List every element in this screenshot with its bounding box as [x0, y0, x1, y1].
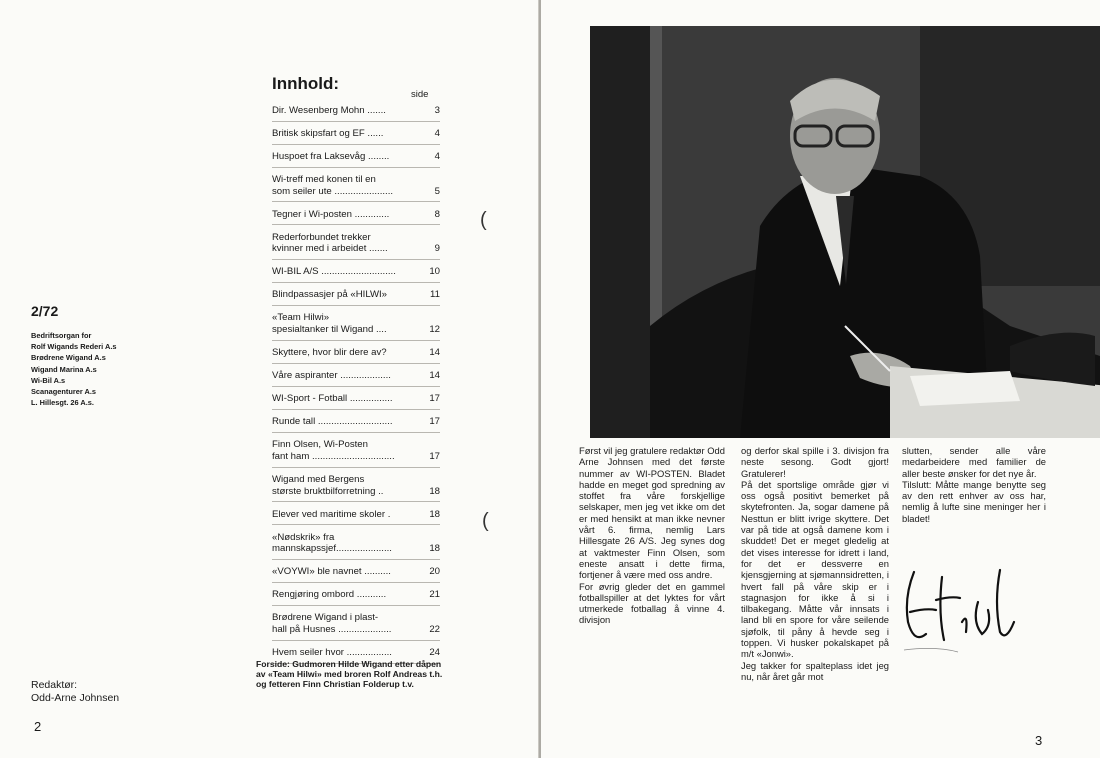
paragraph: Først vil jeg gratulere redaktør Odd Arne Johnsen med det første nummer av WI-POSTEN. Bladet hadde en meget god spredning av stoffet fra våre forskjellige selskaper, men jeg vet ikke om det er med hensikt at man ikke nevner vårt 6. firma, nemlig Lars Hillesgate 26 A/S. Jeg synes dog at vaktmester Finn Olsen, som eneste ansatt i dette firma, fortjener å være med oss andre.: [579, 445, 725, 581]
toc-entry-page: 10: [429, 266, 440, 278]
toc-entry-title: WI-Sport - Fotball ................: [272, 393, 393, 405]
page-number-right: 3: [1035, 733, 1043, 748]
toc-entry-title: Blindpassasjer på «HILWI»: [272, 289, 388, 301]
toc-entry-title: Huspoet fra Laksevåg ........: [272, 151, 390, 162]
toc-entry-title: Hvem seiler hvor .................: [272, 646, 392, 658]
toc-entry-page: 17: [429, 450, 440, 462]
org-line: L. Hillesgt. 26 A.s.: [31, 398, 94, 408]
toc-entry: [272, 611, 440, 640]
issue-number: 2/72: [31, 303, 59, 319]
paragraph: Jeg takker for spalteplass idet jeg nu, når året går mot: [741, 659, 889, 682]
page-number-left: 2: [34, 719, 42, 734]
toc-entry: [272, 127, 440, 145]
letter-column-2: [741, 445, 889, 682]
toc-entry-page: 11: [430, 289, 440, 301]
letter-column-3: [902, 445, 1046, 524]
editor-name: Odd-Arne Johnsen: [31, 691, 120, 704]
paragraph: slutten, sender alle våre medarbeidere med familier de aller beste ønsker for det nye år.: [902, 445, 1046, 479]
portrait-photo: [590, 26, 1100, 438]
toc-entry: [272, 415, 440, 433]
toc-entry-page: 5: [434, 185, 440, 197]
toc-entry-title: Elever ved maritime skoler .: [272, 508, 391, 520]
org-line: Bedriftsorgan for: [31, 331, 92, 340]
toc-entry-page: 17: [429, 393, 440, 405]
cover-caption: Forside: Gudmoren Hilde Wigand etter dåpen av «Team Hilwi» med broren Rolf Andreas t.h. og fetteren Finn Christian Folderup t.v.: [256, 659, 443, 690]
toc-entry: [272, 473, 440, 502]
toc-entry: [272, 588, 440, 606]
toc-entry-page: 20: [429, 566, 440, 578]
toc-entry-page: 12: [429, 324, 440, 336]
toc-entry-page: 18: [429, 543, 440, 555]
toc-entry: [272, 565, 440, 583]
toc-title: Innhold:: [272, 74, 340, 93]
punch-hole-mark: (: [482, 510, 489, 532]
toc-entry-page: 4: [434, 151, 440, 162]
toc-entry: [272, 531, 440, 560]
toc-entry-title: Tegner i Wi-posten .............: [272, 208, 390, 220]
toc-entry-title: «VOYWI» ble navnet ..........: [272, 566, 391, 578]
punch-hole-mark: (: [480, 209, 487, 231]
toc-entry: [272, 231, 440, 260]
toc-entry: [272, 311, 440, 340]
toc-entry-title: Dir. Wesenberg Mohn .......: [272, 105, 386, 116]
paragraph: På det sportslige område gjør vi oss også positivt bemerket på skytefronten. Ja, sogar damene på Nesttun er blitt ivrige skyttere. Det var på tide at også damene kom i skuddet! Det er meget gledelig at det vises interesse for idrett i land, for det er dessverre en kjensgjerning at sjømannsidretten, i hvert fall på våre skip er i stagnasjon for ikke å si i tilbakegang. Måtte vår innsats i land bli en spore for våre seilende sjøfolk, til påny å hevde seg i toppen. Vi husker pokalskapet på m/t «Jonwi».: [741, 478, 889, 660]
toc-entry-title: Våre aspiranter ...................: [272, 370, 391, 382]
toc-entry-page: 8: [434, 208, 440, 220]
org-line: Wigand Marina A.s: [31, 364, 97, 374]
toc-entry-title: Rederforbundet trekker kvinner med i arbeidet .......: [272, 231, 388, 255]
toc-entry-title: WI-BIL A/S ............................: [272, 266, 396, 278]
toc-entry: [272, 104, 440, 122]
toc-entry-title: Britisk skipsfart og EF ......: [272, 128, 384, 139]
toc-entry: [272, 508, 440, 526]
editor-label: Redaktør:: [31, 679, 78, 691]
toc-entry-page: 4: [434, 128, 440, 139]
toc-entry: [272, 208, 440, 226]
handwritten-signature: [896, 552, 1026, 662]
org-line: Rolf Wigands Rederi A.s: [31, 342, 117, 352]
toc-entry: [272, 265, 440, 283]
toc-entry-page: 14: [429, 370, 440, 382]
left-page: [0, 0, 540, 758]
toc-entry: [272, 369, 440, 387]
toc-entry-title: Wi-treff med konen til en som seiler ute ......................: [272, 174, 394, 197]
toc-entry-page: 18: [429, 508, 440, 520]
toc-entry-title: Skyttere, hvor blir dere av?: [272, 347, 387, 359]
org-line: Brødrene Wigand A.s: [31, 353, 106, 363]
toc-entry-title: «Team Hilwi» spesialtanker til Wigand ....: [272, 312, 387, 336]
toc-entry-page: 3: [434, 105, 440, 116]
portrait-photo-drawing: [590, 26, 1100, 438]
toc-entry-title: «Nødskrik» fra mannskapssjef.....................: [272, 531, 392, 555]
toc-entry-title: Rengjøring ombord ...........: [272, 589, 387, 601]
org-line: Wi-Bil A.s: [31, 375, 66, 385]
paragraph: og derfor skal spille i 3. divisjon fra neste sesong. Godt gjort! Gratulerer!: [741, 445, 889, 479]
org-list: [31, 330, 116, 408]
toc-entry-page: 22: [429, 623, 440, 635]
toc-entry: [272, 392, 440, 410]
paragraph: For øvrig gleder det en gammel fotballspiller at det lyktes for vårt utmerkede fotballag å vinne 4. divisjon: [579, 580, 725, 626]
toc-entry-title: Brødrene Wigand i plast- hall på Husnes ....................: [272, 612, 392, 635]
toc-entry-page: 18: [429, 485, 440, 497]
org-line: Scanagenturer A.s: [31, 387, 97, 397]
toc-entry-page: 14: [429, 347, 440, 359]
toc-entry-page: 24: [429, 646, 440, 658]
toc-entry-title: Wigand med Bergens største bruktbilforretning ..: [272, 473, 384, 497]
table-of-contents: [272, 104, 440, 669]
toc-entry-page: 21: [429, 589, 440, 601]
toc-entry: [272, 438, 440, 467]
toc-entry-title: Finn Olsen, Wi-Posten fant ham ...............................: [272, 439, 395, 462]
toc-side-label: side: [411, 89, 429, 100]
toc-entry-title: Runde tall ............................: [272, 416, 393, 428]
toc-entry-page: 17: [429, 416, 440, 428]
toc-entry-page: 9: [434, 243, 440, 255]
toc-entry: [272, 173, 440, 202]
paragraph: Tilslutt: Måtte mange benytte seg av den rett enhver av oss har, nemlig å lufte sine meninger her i bladet!: [902, 478, 1046, 524]
editor-block: [31, 679, 119, 704]
toc-entry: [272, 150, 440, 168]
letter-column-1: [579, 445, 725, 626]
toc-entry: [272, 288, 440, 306]
toc-entry: [272, 346, 440, 364]
